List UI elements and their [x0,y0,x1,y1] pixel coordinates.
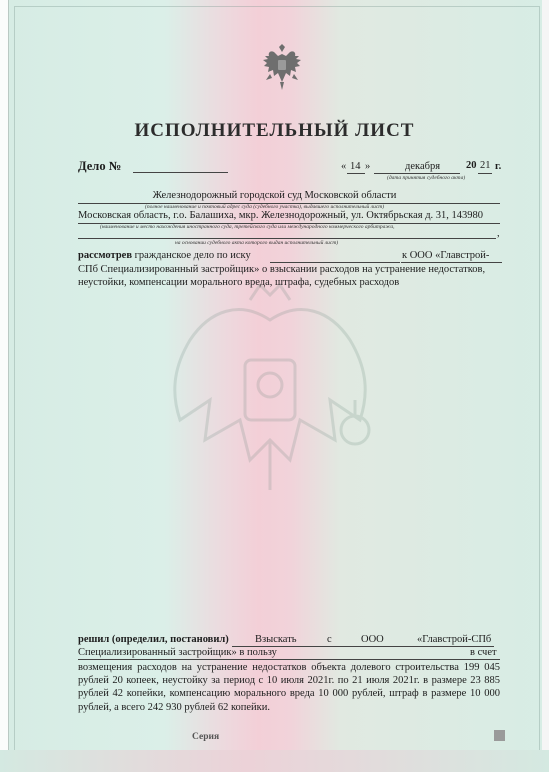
left-margin-strip [0,0,9,772]
double-headed-eagle-emblem-icon [260,44,304,92]
decided-label: решил (определил, постановил) [78,634,229,645]
court-caption: (полное наименование и почтовый адрес суда (судебного участка), выдавшего исполнительный лист) [145,204,385,210]
date-month-line [374,173,460,174]
gray-square-mark [494,730,505,741]
decided-word-2: с [327,634,332,645]
basis-line-comma: , [497,228,500,239]
date-year-label: г. [495,161,502,172]
date-caption: (дата принятия судебного акта) [387,175,466,181]
basis-line [78,238,496,239]
considered-text-2: к ООО «Главстрой- [402,250,490,261]
decided-line-2-a: Специализированный застройщик» в пользу [78,647,277,658]
considered-text-3: СПб Специализированный застройщик» о взыскании расходов на устранение недостатков, неустойки, компенсации морального вреда, штрафа, судебных расходов [78,264,486,289]
decided-line-2-b: в счет [470,647,497,658]
considered-text-1: гражданское дело по иску [134,250,251,261]
date-quote-open: « [341,161,347,172]
date-day-line [347,173,365,174]
case-number-label: Дело № [78,159,122,173]
date-day: 14 [350,161,361,172]
court-name: Железнодорожный городской суд Московской области [152,190,397,201]
considered-line-1 [78,250,251,261]
series-label: Серия [192,732,220,742]
right-margin-strip [542,0,549,772]
case-number-line [133,172,228,173]
considered-label: рассмотрев [78,250,132,261]
date-year-line [478,173,492,174]
decided-word-4: «Главстрой-СПб [417,634,492,645]
decided-rest: возмещения расходов на устранение недостатков объекта долевого строительства 199 045 рублей 20 копеек, неустойку за период с 10 июля 2021г. по 21 июля 2021г. в размере 23 885 рублей 42 копейки, компенсацию морального вреда 10 000 рублей, штраф в размере 10 000 рублей, а всего 242 930 рублей 62 копейки. [78,662,500,713]
coat-of-arms-watermark-icon [150,280,390,500]
bottom-band [0,750,549,772]
date-quote-close: » [365,161,371,172]
basis-caption: на основании судебного акта которого выдан исполнительный лист) [175,240,339,246]
date-month: декабря [405,161,441,172]
decided-line-2-underline [78,659,500,660]
date-year-suffix: 21 [480,160,491,171]
document-title: ИСПОЛНИТЕЛЬНЫЙ ЛИСТ [134,120,415,141]
address-caption: (наименование и место нахождения иностранного суда, третейского суда или международного коммерческого арбитража, [100,224,395,230]
date-year-prefix: 20 [466,160,477,171]
decided-word-3: ООО [361,634,384,645]
court-address: Московская область, г.о. Балашиха, мкр. Железнодорожный, ул. Октябрьская д. 31, 143980 [78,210,484,221]
decided-word-1: Взыскать [255,634,297,645]
